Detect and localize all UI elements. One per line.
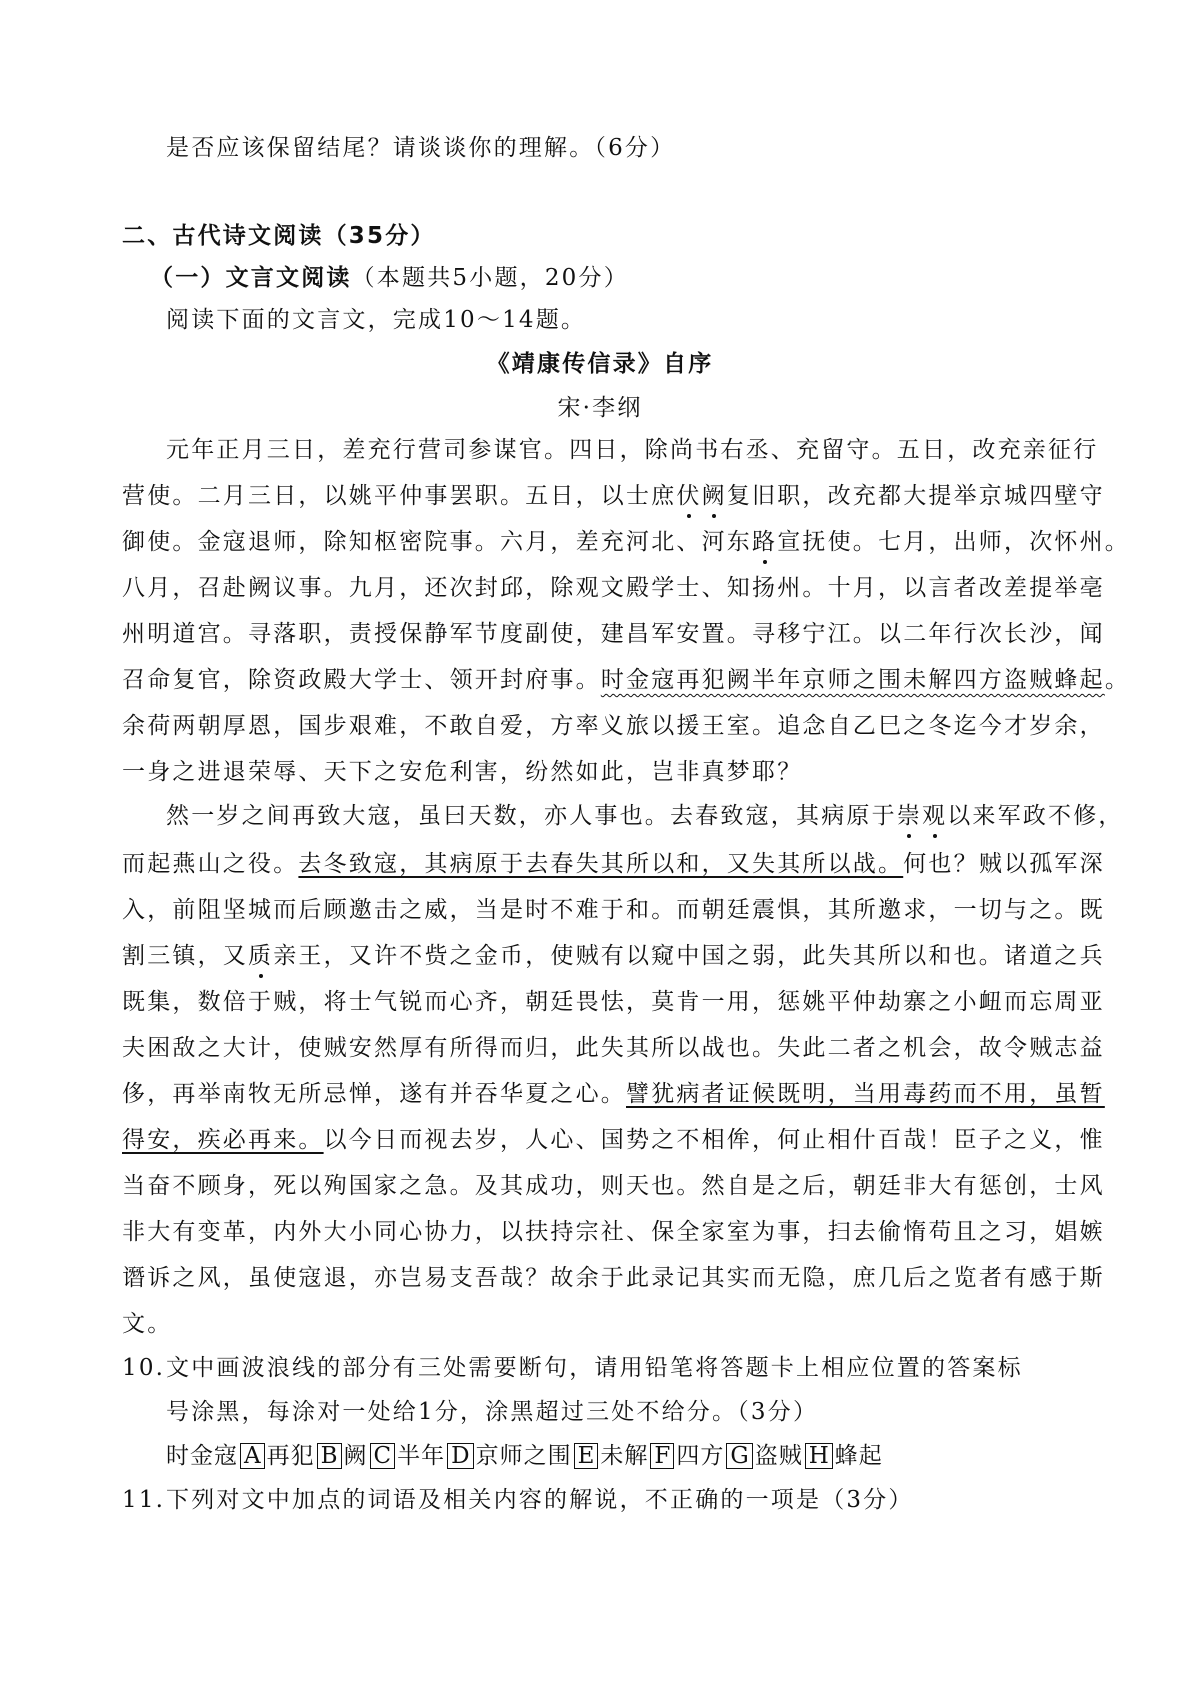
question-10-options: 时金寇 A 再犯 B 阙 C 半年 D 京师之围 E 未解 F 四方 G 盗贼 H 蜂起 xyxy=(166,1443,883,1469)
p1-line-1: 元年正月三日，差充行营司参谋官。四日，除尚书右丞、充留守。五日，改充亲征行 xyxy=(166,437,1099,463)
question-10-text-2: 号涂黑，每涂对一处给1分，涂黑超过三处不给分。（3分） xyxy=(166,1399,819,1425)
option-box-g[interactable]: G xyxy=(726,1443,752,1469)
dotted-word: 阙 xyxy=(701,483,727,509)
subsection-title: （一）文言文阅读 xyxy=(150,265,352,291)
p2-line-11: 谮诉之风，虽使寇退，亦岂易支吾哉？故余于此录记其实而无隐，庶几后之览者有感于斯 xyxy=(122,1265,1105,1291)
p1-line-4: 八月，召赴阙议事。九月，还次封邱，除观文殿学士、知扬州。十月，以言者改差提举亳 xyxy=(122,575,1105,601)
option-box-c[interactable]: C xyxy=(370,1443,396,1469)
option-box-f[interactable]: F xyxy=(650,1443,674,1469)
dotted-word: 崇 xyxy=(896,803,923,829)
p2-line-9: 当奋不顾身，死以殉国家之急。及其成功，则天也。然自是之后，朝廷非大有惩创，士风 xyxy=(122,1173,1105,1199)
p2-line-1: 然一岁之间再致大寇，虽曰天数，亦人事也。去春致寇，其病原于崇观以来军政不修， xyxy=(166,803,1124,829)
p1-line-3: 御使。金寇退师，除知枢密院事。六月，差充河北、河东路宣抚使。七月，出师，次怀州。 xyxy=(122,529,1131,555)
p2-line-5: 既集，数倍于贼，将士气锐而心齐，朝廷畏怯，莫肯一用，惩姚平仲劫寨之小衄而忘周亚 xyxy=(122,989,1105,1015)
underlined-sentence: 譬犹病者证候既明，当用毒药而不用，虽暂 xyxy=(626,1081,1105,1107)
option-box-e[interactable]: E xyxy=(574,1443,599,1469)
p2-line-7: 侈，再举南牧无所忌惮，遂有并吞华夏之心。譬犹病者证候既明，当用毒药而不用，虽暂 xyxy=(122,1081,1105,1107)
p2-line-2: 而起燕山之役。去冬致寇，其病原于去春失其所以和，又失其所以战。何也？贼以孤军深 xyxy=(122,851,1105,877)
option-box-b[interactable]: B xyxy=(317,1443,342,1469)
instruction: 阅读下面的文言文，完成10～14题。 xyxy=(166,307,587,333)
question-11-number: 11. xyxy=(122,1487,166,1513)
option-box-h[interactable]: H xyxy=(805,1443,833,1469)
wavy-underlined-text: 时金寇再犯阙半年京师之围未解四方盗贼蜂起 xyxy=(600,667,1105,693)
p1-line-2: 营使。二月三日，以姚平仲事罢职。五日，以士庶伏阙复旧职，改充都大提举京城四壁守 xyxy=(122,483,1105,509)
intro-line: 是否应该保留结尾？请谈谈你的理解。（6分） xyxy=(166,135,676,161)
p2-line-3: 入，前阻坚城而后顾邀击之威，当是时不难于和。而朝廷震惧，其所邀求，一切与之。既 xyxy=(122,897,1105,923)
dotted-word: 伏 xyxy=(676,483,702,509)
section-title: 二、古代诗文阅读（35分） xyxy=(122,223,436,249)
p2-line-8: 得安，疾必再来。以今日而视去岁，人心、国势之不相侔，何止相什百哉！臣子之义，惟 xyxy=(122,1127,1105,1153)
option-box-a[interactable]: A xyxy=(240,1443,265,1469)
question-10-text-1: 文中画波浪线的部分有三处需要断句，请用铅笔将答题卡上相应位置的答案标 xyxy=(166,1355,1023,1381)
dotted-word: 观 xyxy=(922,803,948,829)
p1-line-7: 余荷两朝厚恩，国步艰难，不敢自爱，方率义旅以援王室。追念自乙巳之冬迄今才岁余， xyxy=(122,713,1105,739)
option-box-d[interactable]: D xyxy=(447,1443,473,1469)
underlined-sentence: 去冬致寇，其病原于去春失其所以和，又失其所以战。 xyxy=(298,851,904,877)
underlined-sentence: 得安，疾必再来。 xyxy=(122,1127,324,1153)
article-author: 宋·李纲 xyxy=(557,395,643,421)
p2-line-12: 文。 xyxy=(122,1311,173,1337)
article-title: 《靖康传信录》自序 xyxy=(486,351,714,377)
p1-line-8: 一身之进退荣辱、天下之安危利害，纷然如此，岂非真梦耶？ xyxy=(122,759,803,785)
question-10-number: 10. xyxy=(122,1355,166,1381)
question-11-text: 下列对文中加点的词语及相关内容的解说，不正确的一项是（3分） xyxy=(166,1487,914,1513)
p2-line-10: 非大有变革，内外大小同心协力，以扶持宗社、保全家室为事，扫去偷惰苟且之习，娼嫉 xyxy=(122,1219,1105,1245)
subsection-heading xyxy=(150,262,629,294)
dotted-word: 路 xyxy=(752,529,778,555)
p2-line-4: 割三镇，又质亲王，又许不赀之金币，使贼有以窥中国之弱，此失其所以和也。诸道之兵 xyxy=(122,943,1105,969)
p2-line-6: 夫困敌之大计，使贼安然厚有所得而归，此失其所以战也。失此二者之机会，故令贼志益 xyxy=(122,1035,1105,1061)
subsection-note: （本题共5小题，20分） xyxy=(351,265,629,291)
p1-line-5: 州明道宫。寻落职，责授保静军节度副使，建昌军安置。寻移宁江。以二年行次长沙，闻 xyxy=(122,621,1105,647)
p1-line-6: 召命复官，除资政殿大学士、领开封府事。时金寇再犯阙半年京师之围未解四方盗贼蜂起。 xyxy=(122,667,1131,693)
dotted-word: 质 xyxy=(248,943,274,969)
